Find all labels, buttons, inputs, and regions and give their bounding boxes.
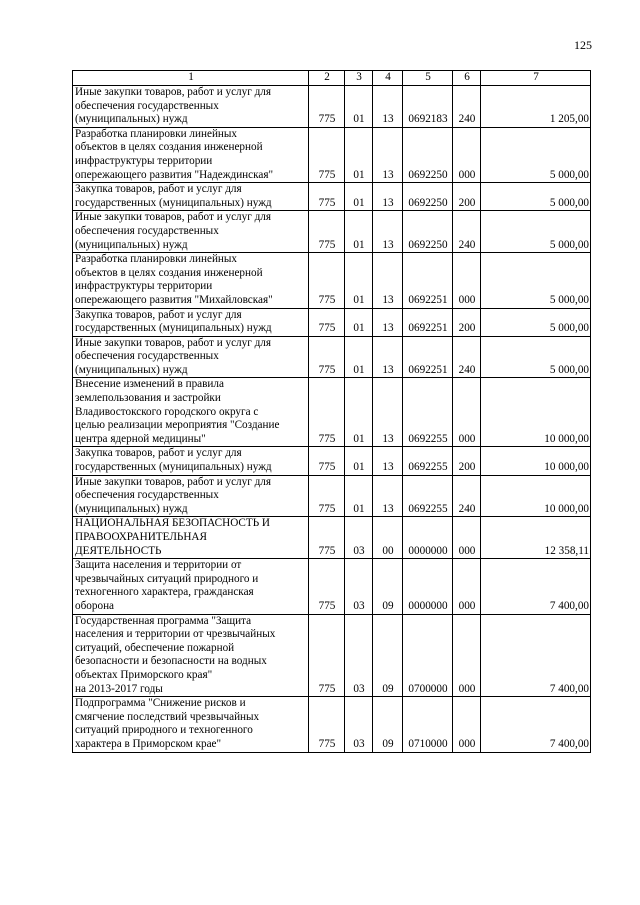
target-article-cell: 0692250 xyxy=(403,127,453,182)
subsection-cell: 13 xyxy=(373,308,403,336)
table-row xyxy=(73,559,591,614)
target-article-cell: 0692251 xyxy=(403,253,453,308)
admin-code-cell: 775 xyxy=(309,697,345,752)
expense-type-cell: 000 xyxy=(453,253,481,308)
column-header: 5 xyxy=(403,71,453,86)
subsection-cell: 13 xyxy=(373,447,403,475)
table-row xyxy=(73,475,591,517)
subsection-cell: 09 xyxy=(373,614,403,697)
target-article-cell: 0710000 xyxy=(403,697,453,752)
admin-code-cell: 775 xyxy=(309,336,345,378)
table-row xyxy=(73,253,591,308)
subsection-cell: 13 xyxy=(373,211,403,253)
target-article-cell: 0000000 xyxy=(403,559,453,614)
amount-cell: 10 000,00 xyxy=(481,447,591,475)
admin-code-cell: 775 xyxy=(309,127,345,182)
admin-code-cell: 775 xyxy=(309,517,345,559)
expense-type-cell: 200 xyxy=(453,183,481,211)
row-name-cell: НАЦИОНАЛЬНАЯ БЕЗОПАСНОСТЬ И ПРАВООХРАНИТЕЛЬНАЯ ДЕЯТЕЛЬНОСТЬ xyxy=(73,517,309,559)
amount-cell: 5 000,00 xyxy=(481,253,591,308)
amount-cell: 10 000,00 xyxy=(481,378,591,447)
table-row xyxy=(73,308,591,336)
amount-cell: 5 000,00 xyxy=(481,127,591,182)
expense-type-cell: 000 xyxy=(453,697,481,752)
subsection-cell: 13 xyxy=(373,183,403,211)
section-cell: 01 xyxy=(345,447,373,475)
subsection-cell: 13 xyxy=(373,475,403,517)
subsection-cell: 13 xyxy=(373,127,403,182)
section-cell: 03 xyxy=(345,697,373,752)
admin-code-cell: 775 xyxy=(309,559,345,614)
expense-type-cell: 240 xyxy=(453,336,481,378)
table-row xyxy=(73,127,591,182)
row-name-cell: Иные закупки товаров, работ и услуг для обеспечения государственных (муниципальных) нужд xyxy=(73,211,309,253)
amount-cell: 7 400,00 xyxy=(481,559,591,614)
expense-type-cell: 000 xyxy=(453,127,481,182)
column-header: 4 xyxy=(373,71,403,86)
subsection-cell: 13 xyxy=(373,86,403,128)
table-row xyxy=(73,183,591,211)
amount-cell: 5 000,00 xyxy=(481,183,591,211)
expense-type-cell: 000 xyxy=(453,614,481,697)
column-header: 7 xyxy=(481,71,591,86)
row-name-cell: Иные закупки товаров, работ и услуг для обеспечения государственных (муниципальных) нужд xyxy=(73,336,309,378)
section-cell: 03 xyxy=(345,614,373,697)
amount-cell: 5 000,00 xyxy=(481,211,591,253)
table-row xyxy=(73,378,591,447)
target-article-cell: 0692250 xyxy=(403,183,453,211)
expense-type-cell: 240 xyxy=(453,86,481,128)
expense-type-cell: 000 xyxy=(453,378,481,447)
admin-code-cell: 775 xyxy=(309,183,345,211)
table-row xyxy=(73,447,591,475)
target-article-cell: 0700000 xyxy=(403,614,453,697)
table-row xyxy=(73,517,591,559)
expense-type-cell: 200 xyxy=(453,308,481,336)
row-name-cell: Закупка товаров, работ и услуг для государственных (муниципальных) нужд xyxy=(73,183,309,211)
section-cell: 01 xyxy=(345,127,373,182)
section-cell: 01 xyxy=(345,86,373,128)
section-cell: 01 xyxy=(345,336,373,378)
row-name-cell: Защита населения и территории от чрезвычайных ситуаций природного и техногенного характера, гражданская оборона xyxy=(73,559,309,614)
target-article-cell: 0000000 xyxy=(403,517,453,559)
row-name-cell: Разработка планировки линейных объектов в целях создания инженерной инфраструктуры территории опережающего развития "Михайловская" xyxy=(73,253,309,308)
amount-cell: 7 400,00 xyxy=(481,614,591,697)
section-cell: 01 xyxy=(345,253,373,308)
target-article-cell: 0692183 xyxy=(403,86,453,128)
amount-cell: 10 000,00 xyxy=(481,475,591,517)
subsection-cell: 13 xyxy=(373,336,403,378)
amount-cell: 5 000,00 xyxy=(481,336,591,378)
section-cell: 01 xyxy=(345,211,373,253)
target-article-cell: 0692255 xyxy=(403,447,453,475)
column-header: 1 xyxy=(73,71,309,86)
row-name-cell: Подпрограмма "Снижение рисков и смягчение последствий чрезвычайных ситуаций природного и техногенного характера в Приморском крае" xyxy=(73,697,309,752)
column-header: 2 xyxy=(309,71,345,86)
expense-type-cell: 000 xyxy=(453,559,481,614)
section-cell: 03 xyxy=(345,517,373,559)
subsection-cell: 13 xyxy=(373,378,403,447)
target-article-cell: 0692251 xyxy=(403,336,453,378)
row-name-cell: Разработка планировки линейных объектов в целях создания инженерной инфраструктуры территории опережающего развития "Надеждинская" xyxy=(73,127,309,182)
admin-code-cell: 775 xyxy=(309,253,345,308)
expense-type-cell: 240 xyxy=(453,475,481,517)
target-article-cell: 0692251 xyxy=(403,308,453,336)
table-row xyxy=(73,86,591,128)
admin-code-cell: 775 xyxy=(309,86,345,128)
table-row xyxy=(73,697,591,752)
column-header: 3 xyxy=(345,71,373,86)
target-article-cell: 0692250 xyxy=(403,211,453,253)
row-name-cell: Закупка товаров, работ и услуг для государственных (муниципальных) нужд xyxy=(73,308,309,336)
admin-code-cell: 775 xyxy=(309,378,345,447)
section-cell: 01 xyxy=(345,475,373,517)
row-name-cell: Иные закупки товаров, работ и услуг для обеспечения государственных (муниципальных) нужд xyxy=(73,475,309,517)
subsection-cell: 13 xyxy=(373,253,403,308)
amount-cell: 5 000,00 xyxy=(481,308,591,336)
target-article-cell: 0692255 xyxy=(403,475,453,517)
expense-type-cell: 200 xyxy=(453,447,481,475)
table-header-row xyxy=(73,71,591,86)
subsection-cell: 09 xyxy=(373,559,403,614)
expense-type-cell: 000 xyxy=(453,517,481,559)
table-row xyxy=(73,614,591,697)
section-cell: 01 xyxy=(345,378,373,447)
subsection-cell: 09 xyxy=(373,697,403,752)
admin-code-cell: 775 xyxy=(309,211,345,253)
page-number: 125 xyxy=(574,38,592,52)
table-row xyxy=(73,211,591,253)
admin-code-cell: 775 xyxy=(309,447,345,475)
amount-cell: 7 400,00 xyxy=(481,697,591,752)
column-header: 6 xyxy=(453,71,481,86)
admin-code-cell: 775 xyxy=(309,308,345,336)
section-cell: 01 xyxy=(345,308,373,336)
budget-table xyxy=(72,70,591,753)
row-name-cell: Государственная программа "Защита населения и территории от чрезвычайных ситуаций, обеспечение пожарной безопасности и безопасности на водных объектах Приморского края" на 2013-2017 годы xyxy=(73,614,309,697)
table-row xyxy=(73,336,591,378)
amount-cell: 12 358,11 xyxy=(481,517,591,559)
expense-type-cell: 240 xyxy=(453,211,481,253)
section-cell: 03 xyxy=(345,559,373,614)
target-article-cell: 0692255 xyxy=(403,378,453,447)
subsection-cell: 00 xyxy=(373,517,403,559)
row-name-cell: Закупка товаров, работ и услуг для государственных (муниципальных) нужд xyxy=(73,447,309,475)
amount-cell: 1 205,00 xyxy=(481,86,591,128)
row-name-cell: Внесение изменений в правила землепользования и застройки Владивостокского городского округа с целью реализации мероприятия "Создание центра ядерной медицины" xyxy=(73,378,309,447)
admin-code-cell: 775 xyxy=(309,475,345,517)
section-cell: 01 xyxy=(345,183,373,211)
admin-code-cell: 775 xyxy=(309,614,345,697)
row-name-cell: Иные закупки товаров, работ и услуг для обеспечения государственных (муниципальных) нужд xyxy=(73,86,309,128)
table-body xyxy=(73,86,591,753)
